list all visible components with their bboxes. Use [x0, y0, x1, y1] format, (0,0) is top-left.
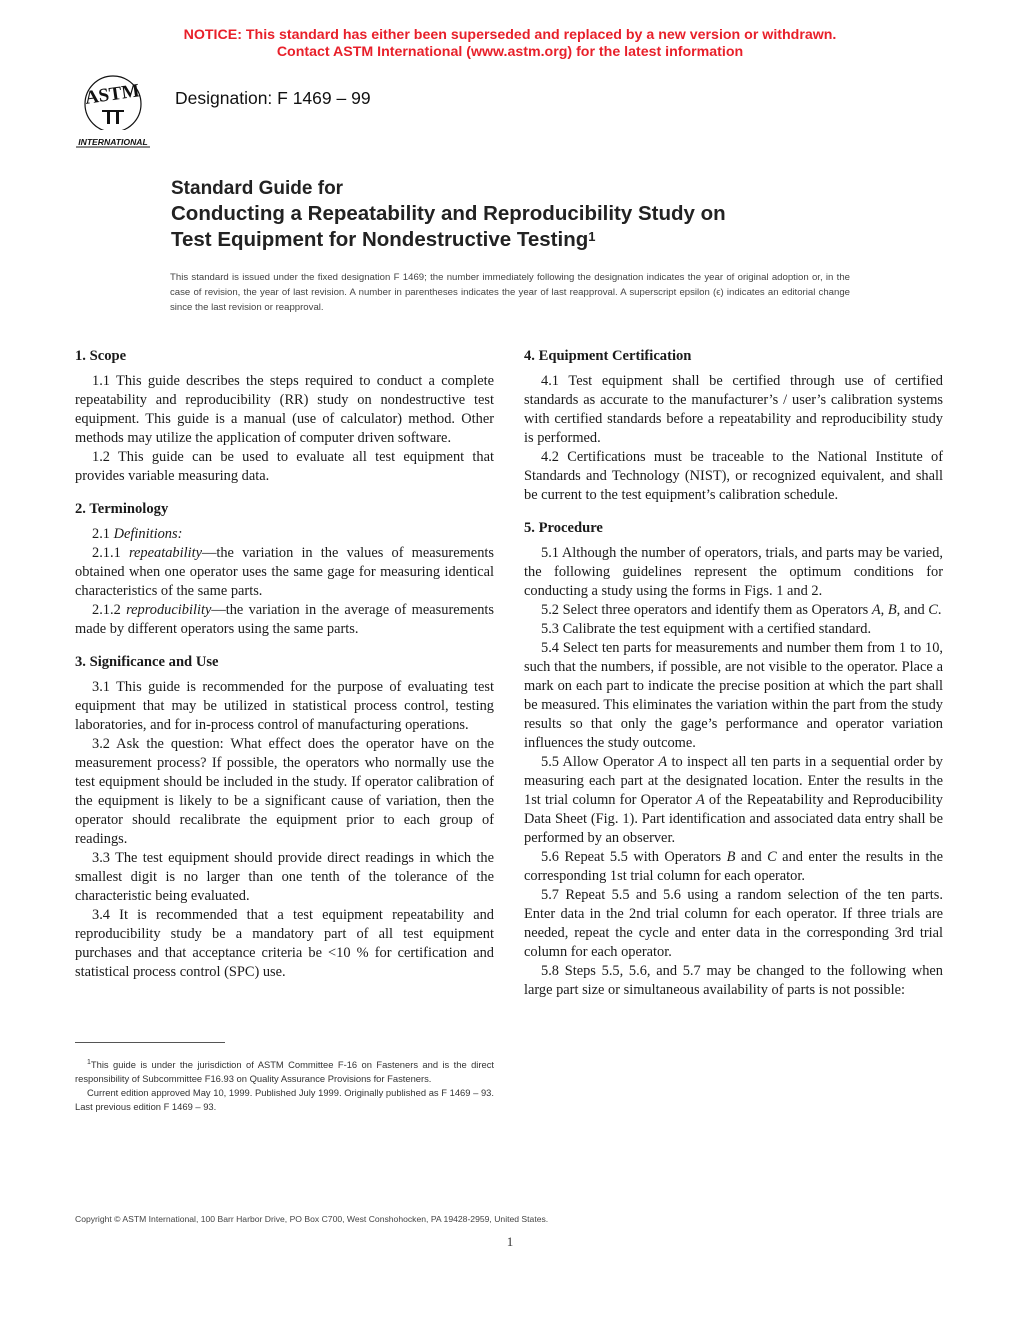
paragraph: 5.6 Repeat 5.5 with Operators B and C and enter the results in the corresponding 1st trial column for each operator. [524, 849, 943, 884]
footnote [75, 1056, 494, 1114]
document-title [171, 176, 971, 253]
section-heading: 3. Significance and Use [75, 654, 219, 670]
notice-line-2: Contact ASTM International (www.astm.org) for the latest information [276, 44, 744, 60]
astm-logo-icon [66, 74, 160, 150]
paragraph: 5.5 Allow Operator A to inspect all ten parts in a sequential order by measuring each part at the designated location. Enter the results in the 1st trial column for Operator A of the Repeatability and Reproducibility Data Sheet (Fig. 1). Part identification and associated data entry shall be performed by an observer. [524, 754, 944, 846]
paragraph: 5.4 Select ten parts for measurements and number them from 1 to 10, such that the numbers, if possible, are not visible to the operator. Place a mark on each part to indicate the precise position at which the part shall be measured. This eliminates the variation within the part from the study results so that only the gage’s performance and operator variation influences the study outcome. [524, 640, 943, 751]
paragraph: 3.4 It is recommended that a test equipment repeatability and reproducibility study be a mandatory part of all test equipment purchases and that acceptance criteria be <10 % for certification and statistical process control (SPC) use. [75, 907, 494, 980]
issued-note: This standard is issued under the fixed designation F 1469; the number immediately following the designation indicates the year of original adoption or, in the case of revision, the year of last revision. A number in parentheses indicates the year of last reapproval. A superscript epsilon (ϵ) indicates an editorial change since the last revision or reapproval. [170, 272, 850, 313]
paragraph: 2.1.1 repeatability—the variation in the values of measurements obtained when one operator uses the same gage for measuring identical characteristics of the same parts. [75, 545, 494, 599]
paragraph: 5.8 Steps 5.5, 5.6, and 5.7 may be changed to the following when large part size or simultaneous availability of parts is not possible: [524, 963, 943, 998]
paragraph: 5.7 Repeat 5.5 and 5.6 using a random selection of the ten parts. Enter data in the 2nd trial column for each operator. If three trials are needed, repeat the cycle and enter data in the corresponding 3rd trial column for each operator. [524, 887, 943, 960]
paragraph: 2.1.2 reproducibility—the variation in the average of measurements made by different operators using the same parts. [75, 602, 494, 637]
paragraph: 5.2 Select three operators and identify them as Operators A, B, and C. [541, 602, 942, 618]
paragraph: 3.2 Ask the question: What effect does the operator have on the measurement process? If possible, the operators who normally use the test equipment should be included in the study. If operator calibration of the equipment is likely to be a significant cause of variation, then the operator should recalibrate the equipment prior to each group of readings. [75, 736, 494, 847]
footnote-paragraph: Current edition approved May 10, 1999. Published July 1999. Originally published as F 1469 – 93. Last previous edition F 1469 – 93. [75, 1087, 494, 1113]
footnote-paragraph: $^1$This guide is under the jurisdiction of ASTM Committee F-16 on Fasteners and is the direct responsibility of Subcommittee F16.93 on Quality Assurance Provisions for Fasteners. [75, 1059, 494, 1085]
paragraph: 1.1 This guide describes the steps required to conduct a complete repeatability and reproducibility (RR) study on nondestructive test equipment. This guide is a manual (use of calculator) method. Other methods may utilize the application of computer driven software. [75, 373, 494, 446]
footnote-divider [75, 1042, 225, 1043]
paragraph: 2.1 Definitions: [92, 526, 183, 542]
copyright: Copyright © ASTM International, 100 Barr Harbor Drive, PO Box C700, West Conshohocken, PA 19428-2959, United States. [75, 1214, 549, 1224]
paragraph: 5.1 Although the number of operators, trials, and parts may be varied, the following guidelines represent the optimum conditions for conducting a study using the forms in Figs. 1 and 2. [524, 545, 943, 599]
paragraph: 5.3 Calibrate the test equipment with a certified standard. [541, 621, 872, 637]
title-line-2: Conducting a Repeatability and Reproducibility Study on [171, 202, 726, 225]
designation: Designation: F 1469 – 99 [175, 88, 371, 108]
withdrawal-notice [0, 27, 1020, 61]
logo-letters: ASTM [83, 80, 141, 109]
section-heading: 2. Terminology [75, 501, 169, 517]
section-certification [524, 346, 943, 505]
notice-line-1: NOTICE: This standard has either been superseded and replaced by a new version or withdrawn. [183, 27, 837, 43]
paragraph: 4.1 Test equipment shall be certified through use of certified standards as accurate to the manufacturer’s / user’s calibration systems with certified standards before a repeatability and reproducibility study is performed. [524, 373, 943, 446]
paragraph: 4.2 Certifications must be traceable to the National Institute of Standards and Technology (NIST), or recognized equivalent, and shall be current to the test equipment’s calibration schedule. [524, 449, 943, 503]
paragraph: 3.3 The test equipment should provide direct readings in which the smallest digit is no larger than one tenth of the tolerance of the characteristic being evaluated. [75, 850, 494, 904]
section-heading: 5. Procedure [524, 520, 603, 536]
section-scope [75, 346, 494, 486]
title-footnote-mark: 1 [588, 229, 596, 244]
section-heading: 1. Scope [75, 348, 127, 364]
section-significance [75, 652, 494, 982]
logo-subtext: INTERNATIONAL [78, 137, 148, 147]
left-column [75, 346, 494, 995]
title-line-1: Standard Guide for [171, 178, 344, 199]
paragraph: 1.2 This guide can be used to evaluate all test equipment that provides variable measuring data. [75, 449, 494, 484]
paragraph: 3.1 This guide is recommended for the purpose of evaluating test equipment that may be utilized in statistical process control, testing laboratories, and for in-process control of manufacturing operations. [75, 679, 494, 733]
title-line-3: Test Equipment for Nondestructive Testing [171, 228, 589, 251]
section-terminology [75, 499, 494, 639]
section-heading: 4. Equipment Certification [524, 348, 692, 364]
page-number: 1 [506, 1234, 514, 1249]
section-procedure [524, 518, 943, 1000]
right-column [524, 346, 943, 1013]
